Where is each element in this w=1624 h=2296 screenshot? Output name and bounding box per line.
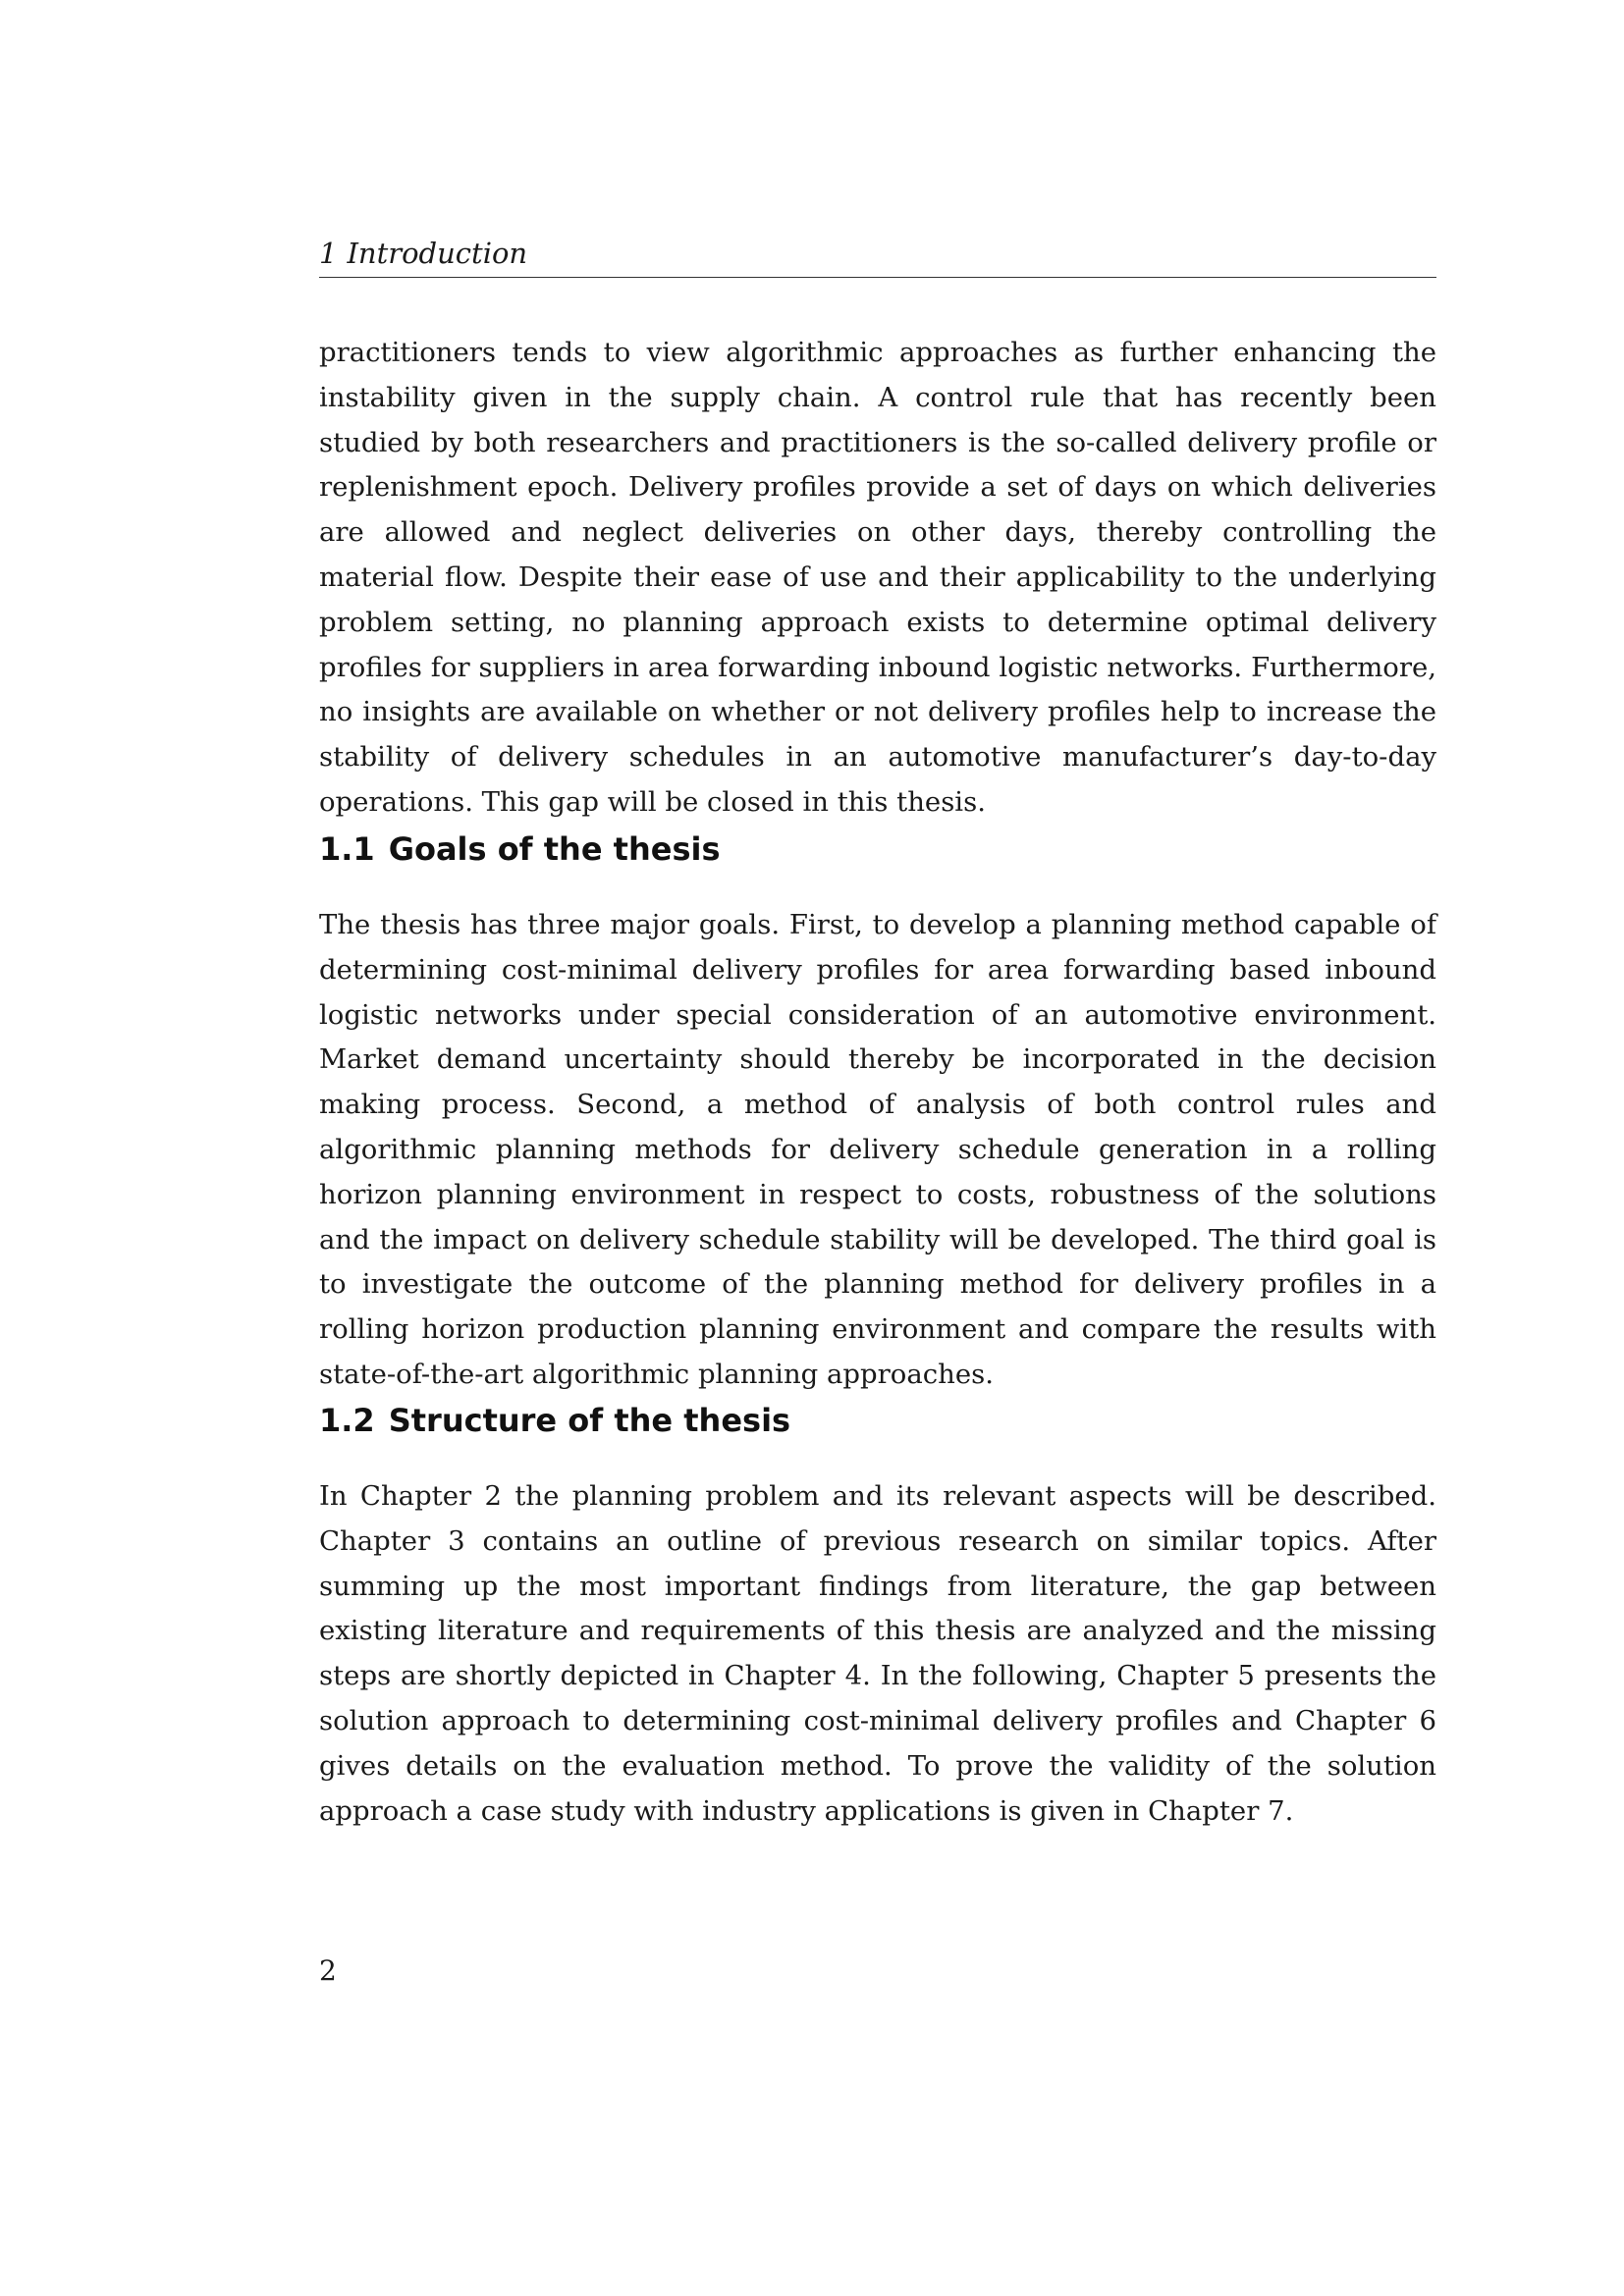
section-number-structure: 1.2 (319, 1402, 375, 1439)
intro-paragraph: practitioners tends to view algorithmic approaches as further enhancing the instability given in the supply chain. A control rule that has recently been studied by both researchers and practitioners is the so-called delivery profile or replenishment epoch. Delivery profiles provide a set of days on which deliveries are allowed and neglect deliveries on other days, thereby controlling the material flow. Despite their ease of use and their applicability to the underlying problem setting, no planning approach exists to determine optimal delivery profiles for suppliers in area forwarding inbound logistic networks. Furthermore, no insights are available on whether or not delivery profiles help to increase the stability of delivery schedules in an automotive manufacturer’s day-to-day operations. This gap will be closed in this thesis. (319, 337, 1436, 818)
structure-paragraph: In Chapter 2 the planning problem and its relevant aspects will be described. Chapter 3 contains an outline of previous research on similar topics. After summing up the most important findings from literature, the gap between existing literature and requirements of this thesis are analyzed and the missing steps are shortly depicted in Chapter 4. In the following, Chapter 5 presents the solution approach to determining cost-minimal delivery profiles and Chapter 6 gives details on the evaluation method. To prove the validity of the solution approach a case study with industry applications is given in Chapter 7. (319, 1480, 1436, 1827)
goals-paragraph: The thesis has three major goals. First, to develop a planning method capable of determining cost-minimal delivery profiles for area forwarding based inbound logistic networks under special consideration of an automotive environment. Market demand uncertainty should thereby be incorporated in the decision making process. Second, a method of analysis of both control rules and algorithmic planning methods for delivery schedule generation in a rolling horizon planning environment in respect to costs, robustness of the solutions and the impact on delivery schedule stability will be developed. The third goal is to investigate the outcome of the planning method for delivery profiles in a rolling horizon production planning environment and compare the results with state-of-the-art algorithmic planning approaches. (319, 909, 1436, 1390)
page-number: 2 (319, 1954, 337, 1987)
section-heading-structure (319, 1399, 1436, 1442)
running-header (319, 234, 1436, 278)
header-chapter-title: Introduction (347, 237, 528, 270)
section-heading-goals (319, 828, 1436, 871)
section-title-structure: Structure of the thesis (388, 1402, 791, 1439)
header-chapter-number: 1 (319, 237, 338, 270)
section-number-goals: 1.1 (319, 830, 375, 868)
section-title-goals: Goals of the thesis (388, 830, 721, 868)
